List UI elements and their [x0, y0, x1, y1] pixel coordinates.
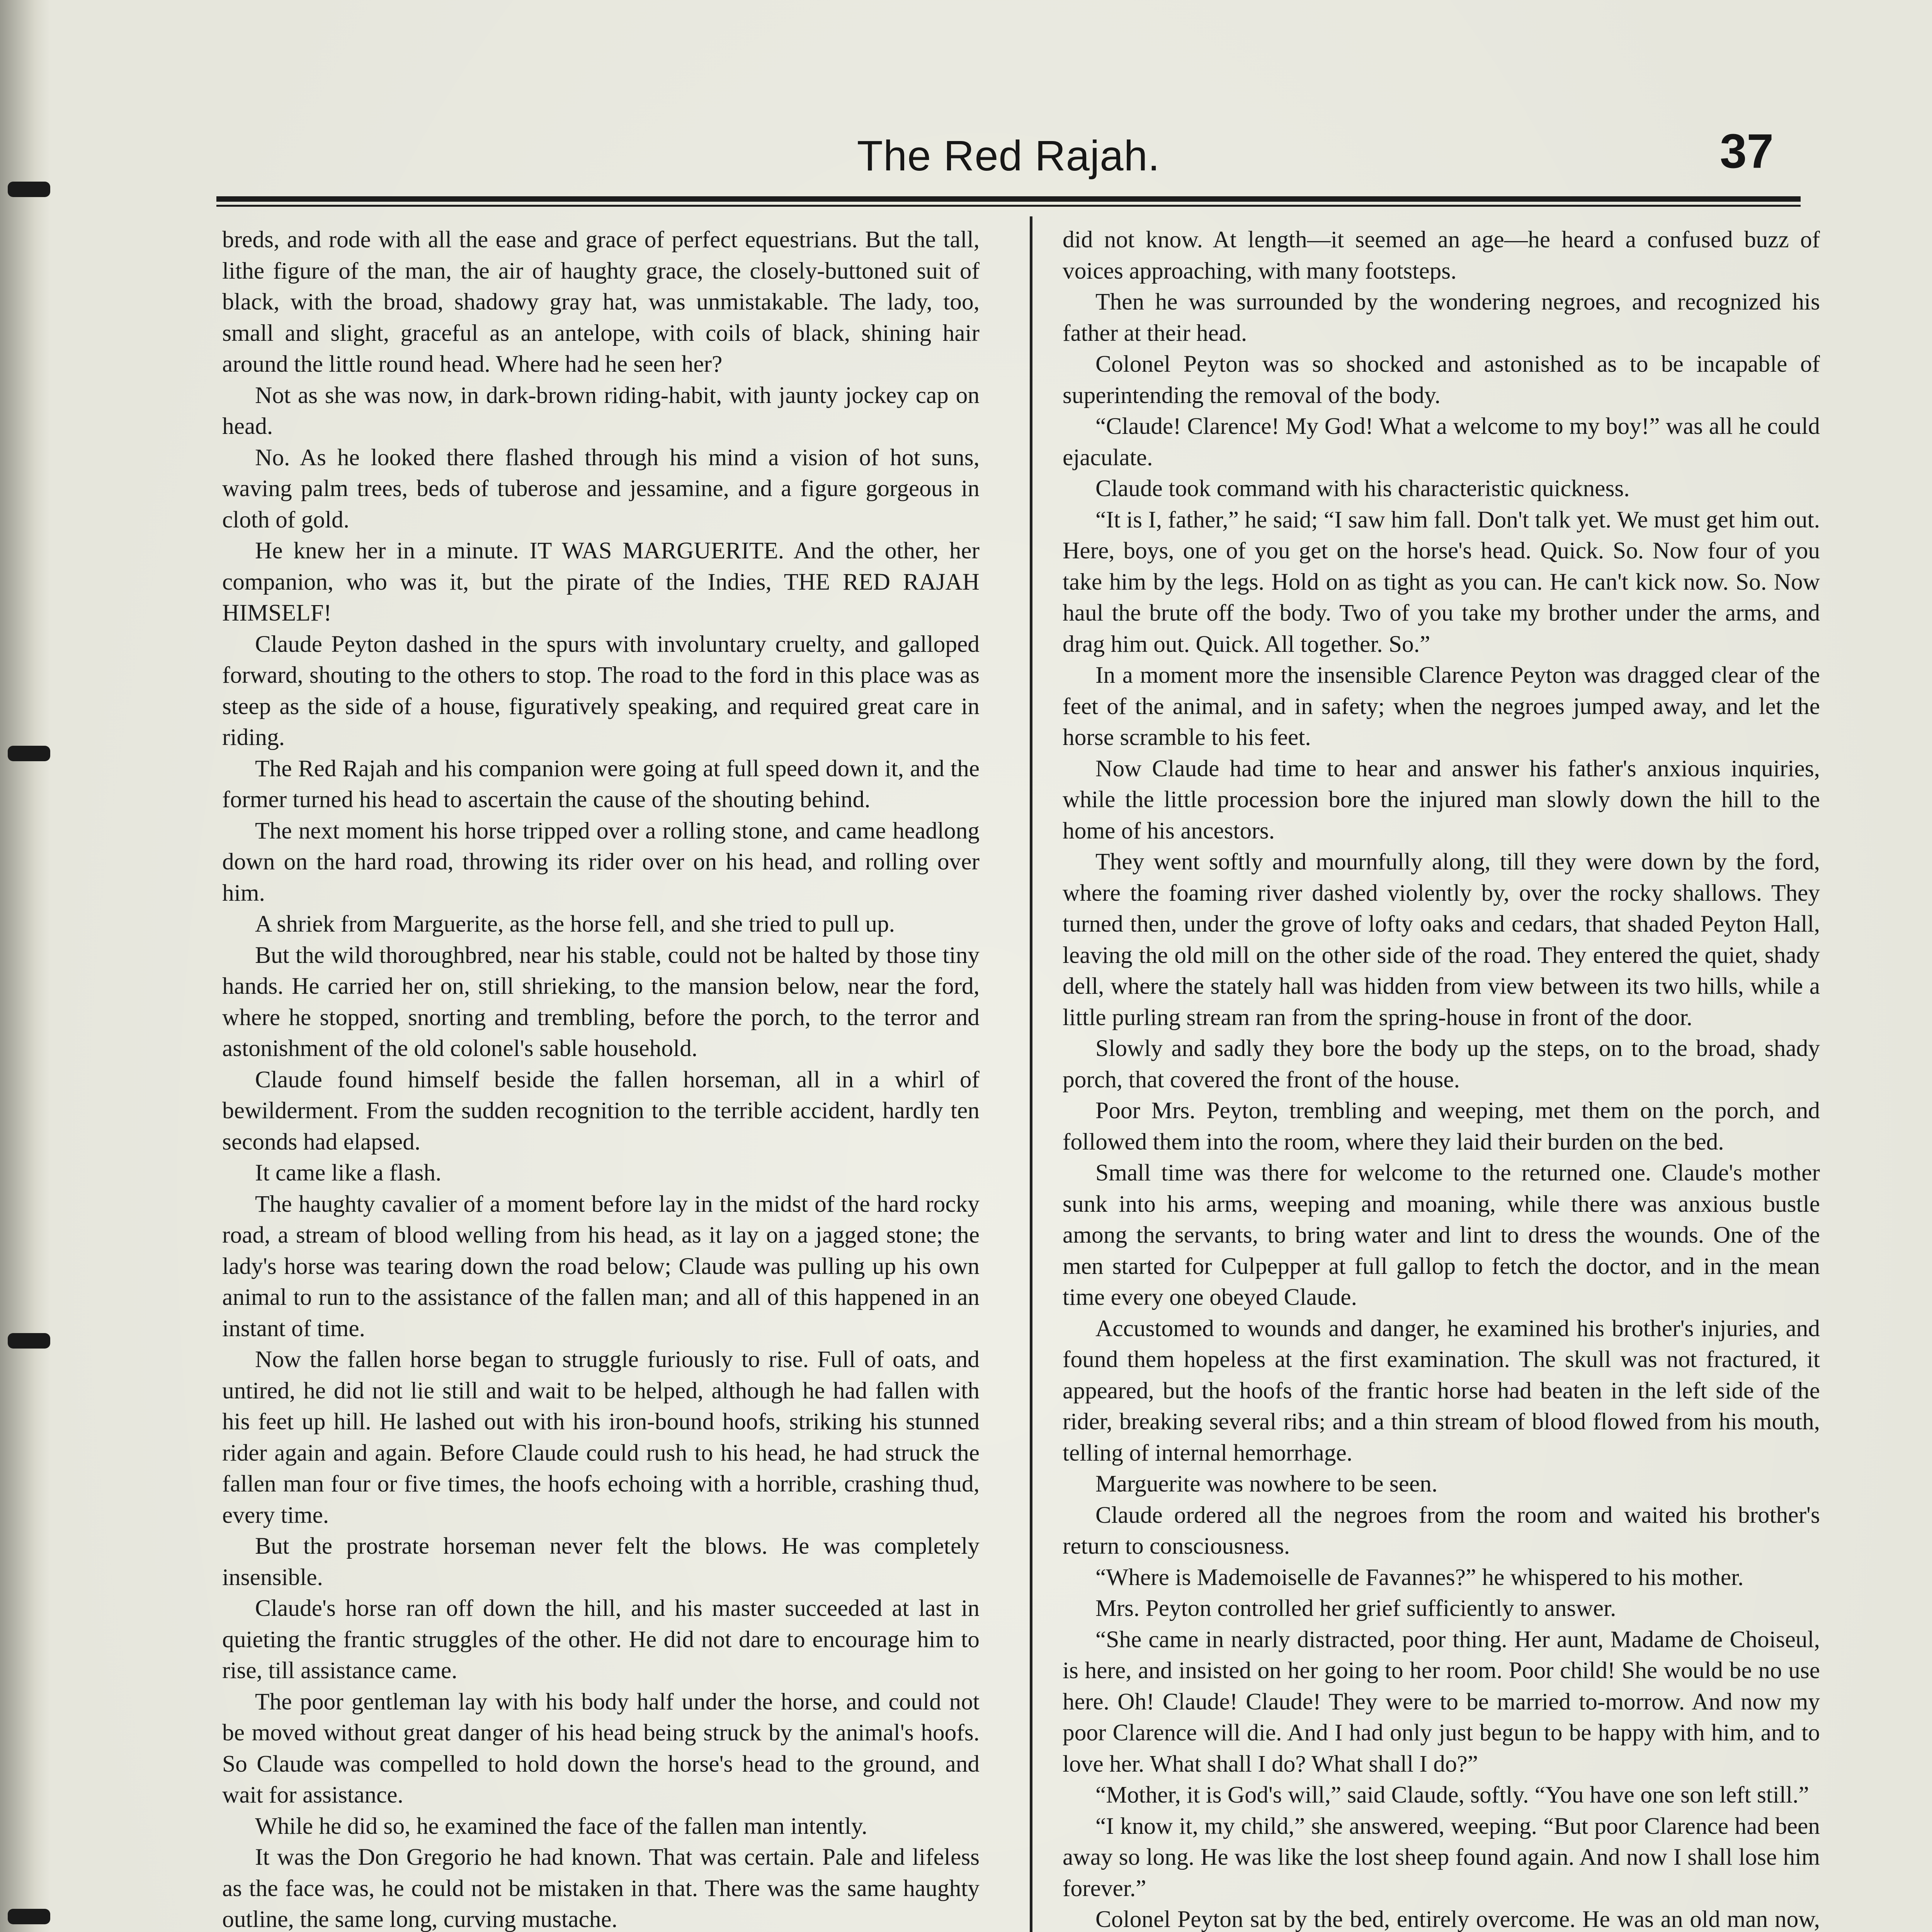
- paragraph: Marguerite was nowhere to be seen.: [1095, 1471, 1438, 1497]
- binding-stitch: [8, 1909, 50, 1924]
- paragraph: The Red Rajah and his companion were going at full speed down it, and the former turned his head to ascertain the cause of the shouting behind.: [222, 755, 980, 813]
- left-column: [222, 224, 980, 1932]
- paragraph: Colonel Peyton sat by the bed, entirely overcome. He was an old man now,: [1095, 1906, 1820, 1932]
- paragraph: Slowly and sadly they bore the body up the steps, on to the broad, shady porch, that covered the front of the house.: [1063, 1035, 1820, 1093]
- header-rule-thin: [216, 205, 1801, 207]
- paragraph: Small time was there for welcome to the returned one. Claude's mother sunk into his arms, weeping and moaning, while there was anxious bustle among the servants, to bring water and lint to dress the wounds. One of the men started for Culpepper at full gallop to fetch the doctor, and in the mean time every one obeyed Claude.: [1063, 1160, 1820, 1310]
- paragraph: The next moment his horse tripped over a rolling stone, and came headlong down on the hard road, throwing its rider over on his head, and rolling over him.: [222, 817, 980, 906]
- paragraph: Colonel Peyton was so shocked and astonished as to be incapable of superintending the removal of the body.: [1063, 351, 1820, 408]
- paragraph: did not know. At length—it seemed an age—he heard a confused buzz of voices approaching, with many footsteps.: [1063, 226, 1820, 284]
- paragraph: Claude Peyton dashed in the spurs with involuntary cruelty, and galloped forward, shouting to the others to stop. The road to the ford in this place was as steep as the side of a house, figuratively speaking, and required great care in riding.: [222, 631, 980, 750]
- paragraph: But the prostrate horseman never felt the blows. He was completely insensible.: [222, 1533, 980, 1590]
- running-title: The Red Rajah.: [857, 132, 1160, 180]
- paragraph: A shriek from Marguerite, as the horse fell, and she tried to pull up.: [255, 911, 895, 937]
- paragraph: It came like a flash.: [255, 1160, 442, 1186]
- paragraph: “Claude! Clarence! My God! What a welcome to my boy!” was all he could ejaculate.: [1063, 413, 1820, 471]
- paragraph: While he did so, he examined the face of the fallen man intently.: [255, 1813, 867, 1839]
- header-rule: [216, 196, 1801, 202]
- paragraph: Mrs. Peyton controlled her grief sufficiently to answer.: [1095, 1595, 1616, 1621]
- page-number: 37: [1719, 124, 1774, 178]
- paragraph: Not as she was now, in dark-brown riding-habit, with jaunty jockey cap on head.: [222, 382, 980, 439]
- paragraph: Accustomed to wounds and danger, he examined his brother's injuries, and found them hopeless at the first examination. The skull was not fractured, it appeared, but the hoofs of the frantic horse had beaten in the left side of the rider, breaking several ribs; and a thin stream of blood flowed from his mouth, telling of internal hemorrhage.: [1063, 1315, 1820, 1466]
- paragraph: breds, and rode with all the ease and grace of perfect equestrians. But the tall, lithe figure of the man, the air of haughty grace, the closely-buttoned suit of black, with the broad, shadowy gray hat, was unmistakable. The lady, too, small and slight, graceful as an antelope, with coils of black, shining hair around the little round head. Where had he seen her?: [222, 226, 980, 377]
- paragraph: It was the Don Gregorio he had known. That was certain. Pale and lifeless as the face was, he could not be mistaken in that. There was the same haughty outline, the same long, curving mustache.: [222, 1844, 980, 1932]
- column-divider: [1030, 216, 1032, 1932]
- paragraph: “Where is Mademoiselle de Favannes?” he whispered to his mother.: [1095, 1564, 1744, 1590]
- binding-stitch: [8, 182, 50, 197]
- paragraph: The haughty cavalier of a moment before lay in the midst of the hard rocky road, a stream of blood welling from his head, as it lay on a jagged stone; the lady's horse was tearing down the road below; Claude was pulling up his own animal to run to the assistance of the fallen man; and all of this happened in an instant of time.: [222, 1190, 980, 1342]
- paragraph: He knew her in a minute. IT WAS MARGUERITE. And the other, her companion, who was it, but the pirate of the Indies, THE RED RAJAH HIMSELF!: [222, 537, 980, 626]
- paragraph: But the wild thoroughbred, near his stable, could not be halted by those tiny hands. He carried her on, still shrieking, to the mansion below, near the ford, where he stopped, snorting and trembling, before the porch, to the terror and astonishment of the old colonel's sable household.: [222, 942, 980, 1061]
- paragraph: The poor gentleman lay with his body half under the horse, and could not be moved without great danger of his head being struck by the animal's hoofs. So Claude was compelled to hold down the horse's head to the ground, and wait for assistance.: [222, 1688, 980, 1808]
- paragraph: No. As he looked there flashed through his mind a vision of hot suns, waving palm trees, beds of tuberose and jessamine, and a figure gorgeous in cloth of gold.: [222, 444, 980, 533]
- paragraph: Now the fallen horse began to struggle furiously to rise. Full of oats, and untired, he did not lie still and wait to be helped, although he had fallen with his feet up hill. He lashed out with his iron-bound hoofs, striking his stunned rider again and again. Before Claude could rush to his head, he had struck the fallen man four or five times, the hoofs echoing with a horrible, crashing thud, every time.: [222, 1346, 980, 1528]
- paragraph: Then he was surrounded by the wondering negroes, and recognized his father at their head.: [1063, 289, 1820, 346]
- paragraph: In a moment more the insensible Clarence Peyton was dragged clear of the feet of the animal, and in safety; when the negroes jumped away, and let the horse scramble to his feet.: [1063, 662, 1820, 750]
- paragraph: Poor Mrs. Peyton, trembling and weeping, met them on the porch, and followed them into the room, where they laid their burden on the bed.: [1063, 1097, 1820, 1155]
- paragraph: “Mother, it is God's will,” said Claude, softly. “You have one son left still.”: [1095, 1782, 1809, 1808]
- binding-stitch: [8, 746, 50, 761]
- paragraph: Claude took command with his characteristic quickness.: [1095, 475, 1630, 502]
- paragraph: Claude ordered all the negroes from the room and waited his brother's return to consciousness.: [1063, 1502, 1820, 1559]
- paragraph: “She came in nearly distracted, poor thing. Her aunt, Madame de Choiseul, is here, and insisted on her going to her room. Poor child! She would be no use here. Oh! Claude! Claude! They were to be married to-morrow. And now my poor Clarence will die. And I had only just begun to be happy with him, and to love her. What shall I do? What shall I do?”: [1063, 1626, 1820, 1777]
- paragraph: “I know it, my child,” she answered, weeping. “But poor Clarence had been away so long. He was like the lost sheep found again. And now I shall lose him forever.”: [1063, 1813, 1820, 1901]
- page-header: [216, 116, 1801, 193]
- paragraph: “It is I, father,” he said; “I saw him fall. Don't talk yet. We must get him out. Here, boys, one of you get on the horse's head. Quick. So. Now four of you take him by the legs. Hold on as tight as you can. He can't kick now. So. Now haul the brute off the body. Two of you take my brother under the arms, and drag him out. Quick. All together. So.”: [1063, 506, 1820, 657]
- right-column: [1063, 224, 1820, 1932]
- binding-stitch: [8, 1333, 50, 1349]
- paragraph: They went softly and mournfully along, till they were down by the ford, where the foaming river dashed violently by, over the rocky shallows. They turned then, under the grove of lofty oaks and cedars, that shaded Peyton Hall, leaving the old mill on the other side of the road. They entered the quiet, shady dell, where the stately hall was hidden from view between its two hills, while a little purling stream ran from the spring-house in front of the door.: [1063, 849, 1820, 1031]
- paragraph: Claude found himself beside the fallen horseman, all in a whirl of bewilderment. From the sudden recognition to the terrible accident, hardly ten seconds had elapsed.: [222, 1066, 980, 1155]
- paragraph: Now Claude had time to hear and answer his father's anxious inquiries, while the little procession bore the injured man slowly down the hill to the home of his ancestors.: [1063, 755, 1820, 844]
- page-binding: [0, 0, 50, 1932]
- paragraph: Claude's horse ran off down the hill, and his master succeeded at last in quieting the frantic struggles of the other. He did not dare to encourage him to rise, till assistance came.: [222, 1595, 980, 1684]
